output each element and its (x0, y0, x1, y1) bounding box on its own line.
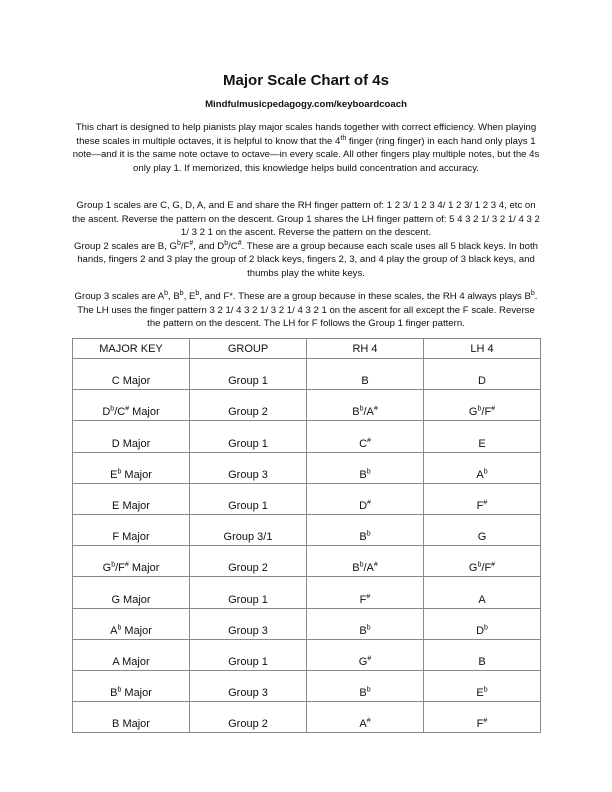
major-key-text: Major (121, 468, 152, 481)
cell-group: Group 1 (190, 639, 307, 670)
table-row (73, 483, 541, 514)
cell-lh4 (424, 702, 541, 733)
cell-major-key (73, 390, 190, 421)
rh4-text: F (359, 593, 367, 606)
lh4-accidental: b (483, 686, 488, 694)
g3-text-1: Group 3 scales are A (74, 291, 165, 302)
rh4-accidental: # (373, 405, 378, 413)
intro-sup: th (340, 134, 347, 142)
cell-major-key (73, 608, 190, 639)
cell-rh4 (307, 514, 424, 545)
major-key-accidental: b (117, 624, 122, 632)
cell-rh4 (307, 608, 424, 639)
table-row (73, 421, 541, 452)
groups-1-2-block (72, 199, 540, 281)
cell-rh4 (307, 452, 424, 483)
cell-lh4 (424, 452, 541, 483)
lh4-text: A (478, 593, 486, 606)
g3-sup-1: b (164, 289, 169, 297)
cell-group: Group 3 (190, 670, 307, 701)
rh4-accidental: b (366, 624, 371, 632)
rh4-text: A (359, 718, 367, 731)
lh4-text: D (478, 375, 486, 388)
rh4-text: B (352, 562, 360, 575)
cell-lh4 (424, 670, 541, 701)
rh4-text: B (361, 375, 369, 388)
rh4-accidental: # (367, 436, 371, 444)
rh4-text: /A (363, 406, 374, 419)
cell-major-key (73, 577, 190, 608)
cell-rh4 (307, 359, 424, 390)
cell-rh4 (307, 577, 424, 608)
major-key-accidental: b (111, 561, 116, 569)
lh4-accidental: b (477, 405, 482, 413)
major-key-accidental: b (110, 405, 115, 413)
lh4-text: G (468, 406, 478, 419)
table-row (73, 546, 541, 577)
lh4-text: G (468, 562, 478, 575)
cell-group: Group 1 (190, 483, 307, 514)
cell-group: Group 3 (190, 452, 307, 483)
intro-paragraph (72, 121, 540, 175)
g3-text-2: , B (168, 291, 180, 302)
lh4-text: /F (481, 406, 492, 419)
cell-rh4 (307, 639, 424, 670)
g2-text-1: Group 2 scales are B, G (74, 240, 177, 252)
cell-lh4 (424, 421, 541, 452)
cell-rh4 (307, 702, 424, 733)
g2-text-2: /F (180, 240, 190, 252)
rh4-text: B (359, 468, 367, 481)
table-row (73, 359, 541, 390)
g3-text-3: , E (183, 291, 196, 302)
lh4-accidental: # (491, 561, 496, 569)
rh4-accidental: b (366, 530, 371, 538)
cell-major-key (73, 670, 190, 701)
rh4-accidental: # (366, 717, 371, 725)
header-major-key: MAJOR KEY (73, 339, 190, 359)
rh4-text: B (359, 531, 367, 544)
major-key-text: D (102, 406, 111, 419)
lh4-accidental: # (483, 717, 488, 725)
cell-major-key (73, 702, 190, 733)
cell-major-key (73, 452, 190, 483)
major-key-text: G Major (111, 593, 151, 606)
major-key-accidental: b (117, 468, 122, 476)
g2-text-4: /C (228, 240, 238, 252)
rh4-text: /A (363, 562, 374, 575)
cell-lh4 (424, 608, 541, 639)
cell-lh4 (424, 390, 541, 421)
cell-rh4 (307, 670, 424, 701)
rh4-text: B (359, 687, 367, 700)
cell-group: Group 2 (190, 390, 307, 421)
rh4-accidental: b (366, 468, 371, 476)
rh4-text: B (352, 406, 360, 419)
major-key-text: /C (114, 406, 126, 419)
table-row (73, 577, 541, 608)
major-key-accidental: b (117, 686, 122, 694)
lh4-accidental: # (491, 405, 496, 413)
major-key-accidental: # (124, 561, 129, 569)
table-row (73, 514, 541, 545)
group1-paragraph: Group 1 scales are C, G, D, A, and E and share the RH finger pattern of: 1 2 3/ 1 2 3 4/ 1 2 3/ 1 2 3 4, etc on the ascent. Reverse the pattern on the descent. Group 1 shares the LH finger pattern of: 5 4 3 2 1/ 3 2 1/ 4 3 2 1/ 3 2 1 on the ascent. Reverse the pattern on the descent. (72, 200, 540, 239)
lh4-accidental: b (477, 561, 482, 569)
major-key-text: C Major (111, 375, 151, 388)
cell-rh4 (307, 390, 424, 421)
major-key-text: Major (121, 687, 152, 700)
cell-group: Group 1 (190, 577, 307, 608)
rh4-accidental: # (366, 592, 371, 600)
intro-text-2: finger (ring finger) in each hand only plays 1 note—and it is the same note octave to octave—in every scale. All other fingers play multiple notes, but the 4s only play 1. If memorized, this knowledge helps build concentration and accuracy. (72, 135, 540, 174)
cell-major-key (73, 483, 190, 514)
major-key-text: G (102, 562, 112, 575)
cell-group: Group 1 (190, 421, 307, 452)
cell-lh4 (424, 514, 541, 545)
lh4-accidental: b (484, 624, 488, 632)
lh4-text: E (476, 687, 484, 700)
lh4-text: F (476, 499, 484, 512)
major-key-text: Major (129, 406, 160, 419)
cell-lh4 (424, 577, 541, 608)
table-row (73, 390, 541, 421)
rh4-accidental: b (359, 405, 364, 413)
cell-lh4 (424, 359, 541, 390)
cell-major-key (73, 514, 190, 545)
g2-sup-1: b (176, 239, 181, 247)
major-key-text: /F (115, 562, 125, 575)
lh4-text: F (476, 718, 484, 731)
lh4-text: G (477, 531, 487, 544)
g2-text-5: . These are a group because each scale uses all 5 black keys. In both hands, fingers 2 and 3 play the group of 2 black keys, fingers 2, 3, and 4 play the group of 3 black keys, and thumbs play the white keys. (77, 240, 538, 279)
website-url: Mindfulmusicpedagogy.com/keyboardcoach (205, 99, 407, 110)
table-row (73, 670, 541, 701)
major-key-text: D Major (111, 437, 151, 450)
g3-sup-4: b (530, 289, 535, 297)
rh4-text: B (359, 624, 367, 637)
cell-rh4 (307, 483, 424, 514)
major-key-accidental: # (125, 405, 130, 413)
lh4-text: /F (481, 562, 492, 575)
g3-text-5: . The LH uses the finger pattern 3 2 1/ 4 3 2 1/ 3 2 1/ 4 3 2 1 on the ascent for all except the F scale. Reverse the pattern on the descent. The LH for F follows the Group 1 finger pattern. (77, 291, 538, 330)
header-rh4: RH 4 (307, 339, 424, 359)
major-key-text: Major (121, 624, 152, 637)
intro-text-1: This chart is designed to help pianists play major scales hands together with correct efficiency. When playing these scales in multiple octaves, it is helpful to know that the 4 (75, 122, 537, 147)
rh4-text: G (358, 655, 368, 668)
major-key-text: F Major (112, 531, 150, 544)
major-key-text: E Major (112, 499, 150, 512)
g2-sup-4: # (237, 239, 242, 247)
lh4-text: B (478, 655, 486, 668)
table-row (73, 702, 541, 733)
table-row (73, 639, 541, 670)
g3-text-4: , and F*. These are a group because in these scales, the RH 4 always plays B (199, 291, 531, 302)
cell-lh4 (424, 639, 541, 670)
cell-group: Group 3 (190, 608, 307, 639)
cell-group: Group 2 (190, 702, 307, 733)
cell-group: Group 3/1 (190, 514, 307, 545)
table-row (73, 452, 541, 483)
cell-major-key (73, 359, 190, 390)
cell-rh4 (307, 546, 424, 577)
rh4-text: D (359, 499, 368, 512)
cell-group: Group 1 (190, 359, 307, 390)
g3-sup-2: b (179, 289, 184, 297)
cell-group: Group 2 (190, 546, 307, 577)
cell-lh4 (424, 546, 541, 577)
lh4-text: D (476, 624, 485, 637)
cell-lh4 (424, 483, 541, 514)
major-key-text: A Major (112, 655, 150, 668)
rh4-accidental: # (367, 499, 371, 507)
lh4-accidental: # (483, 499, 488, 507)
table-header-row (73, 339, 541, 359)
table-body (73, 359, 541, 733)
rh4-accidental: b (359, 561, 364, 569)
header-group: GROUP (190, 339, 307, 359)
lh4-text: E (478, 437, 486, 450)
cell-rh4 (307, 421, 424, 452)
rh4-accidental: # (373, 561, 378, 569)
scale-table (72, 338, 541, 733)
major-key-text: Major (128, 562, 160, 575)
g3-sup-3: b (195, 289, 200, 297)
cell-major-key (73, 639, 190, 670)
cell-major-key (73, 421, 190, 452)
lh4-accidental: b (483, 468, 488, 476)
g2-sup-2: # (189, 239, 194, 247)
major-key-text: E (110, 468, 118, 481)
g2-sup-3: b (224, 239, 229, 247)
page-title: Major Scale Chart of 4s (223, 72, 389, 89)
cell-major-key (73, 546, 190, 577)
rh4-accidental: b (366, 686, 371, 694)
g2-text-3: , and D (193, 240, 225, 252)
rh4-accidental: # (367, 655, 372, 663)
major-key-text: B Major (112, 718, 150, 731)
rh4-text: C (359, 437, 368, 450)
group2-paragraph (72, 240, 540, 281)
group3-paragraph (72, 290, 540, 331)
major-key-text: B (110, 687, 118, 700)
major-key-text: A (110, 624, 118, 637)
table-row (73, 608, 541, 639)
header-lh4: LH 4 (424, 339, 541, 359)
lh4-text: A (476, 468, 484, 481)
